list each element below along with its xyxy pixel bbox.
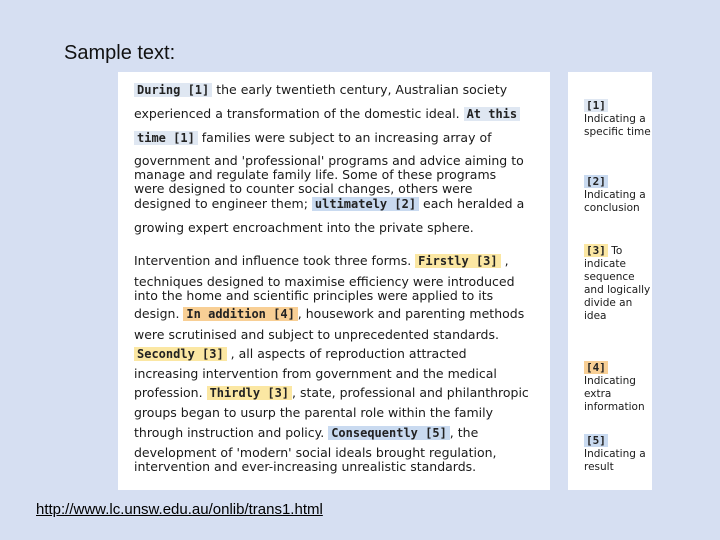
marker-sequence: Firstly [3] — [415, 254, 500, 268]
marker-legend — [568, 72, 652, 490]
legend-desc: Indicating extra information — [584, 375, 645, 413]
slide-title: Sample text: — [64, 42, 176, 64]
legend-code: [4] — [586, 361, 606, 374]
passage-line: were designed to counter social changes, others were — [134, 181, 473, 196]
passage-line: During [1] the early twentieth century, Australian society — [134, 82, 507, 97]
source-link[interactable]: http://www.lc.unsw.edu.au/onlib/trans1.html — [36, 501, 323, 518]
marker-conclusion: ultimately [2] — [312, 197, 419, 211]
passage-line: groups began to usurp the parental role within the family — [134, 405, 494, 420]
legend-code: [1] — [586, 99, 606, 112]
marker-sequence: Thirdly [3] — [207, 386, 292, 400]
passage-line: development of 'modern' social ideals brought regulation, — [134, 445, 497, 460]
marker-time: During [1] — [134, 83, 212, 97]
passage-line: growing expert encroachment into the private sphere. — [134, 220, 474, 235]
legend-item-conclusion — [584, 170, 652, 215]
passage-line: government and 'professional' programs and advice aiming to — [134, 153, 524, 168]
legend-desc: Indicating a conclusion — [584, 189, 646, 214]
passage-line: profession. Thirdly [3] , state, professional and philanthropic — [134, 385, 529, 400]
marker-extra-info: In addition [4] — [183, 307, 297, 321]
passage-line: experienced a transformation of the domestic ideal. At this — [134, 106, 520, 121]
legend-desc: Indicating a result — [584, 448, 646, 473]
passage-line: time [1] families were subject to an increasing array of — [134, 130, 492, 145]
passage-line: Intervention and influence took three forms. Firstly [3] , — [134, 253, 509, 268]
passage-line: design. In addition [4] , housework and parenting methods — [134, 306, 525, 321]
legend-code: [2] — [586, 175, 606, 188]
legend-code: [5] — [586, 434, 606, 447]
sample-passage — [118, 72, 550, 490]
passage-line: were scrutinised and subject to unprecedented standards. — [134, 327, 499, 342]
legend-item-sequence — [584, 244, 652, 323]
passage-line: through instruction and policy. Consequently [5] , the — [134, 425, 479, 440]
legend-code: [3] — [586, 244, 606, 257]
legend-desc: To indicate sequence and logically divide an idea — [584, 245, 651, 322]
passage-line: designed to engineer them; ultimately [2] each heralded a — [134, 196, 525, 211]
legend-item-result — [584, 429, 652, 474]
marker-time: time [1] — [134, 131, 198, 145]
passage-line: manage and regulate family life. Some of these programs — [134, 167, 497, 182]
passage-line: techniques designed to maximise efficiency were introduced — [134, 274, 515, 289]
marker-result: Consequently [5] — [328, 426, 450, 440]
legend-item-time — [584, 94, 652, 139]
marker-time: At this — [464, 107, 521, 121]
legend-item-extra-info — [584, 356, 652, 414]
passage-line: into the home and scientific principles were applied to its — [134, 288, 494, 303]
passage-line: Secondly [3] , all aspects of reproduction attracted — [134, 346, 467, 361]
passage-line: intervention and ever-increasing unrealistic standards. — [134, 459, 477, 474]
legend-desc: Indicating a specific time — [584, 113, 651, 138]
marker-sequence: Secondly [3] — [134, 347, 227, 361]
passage-line: increasing intervention from government and the medical — [134, 366, 497, 381]
